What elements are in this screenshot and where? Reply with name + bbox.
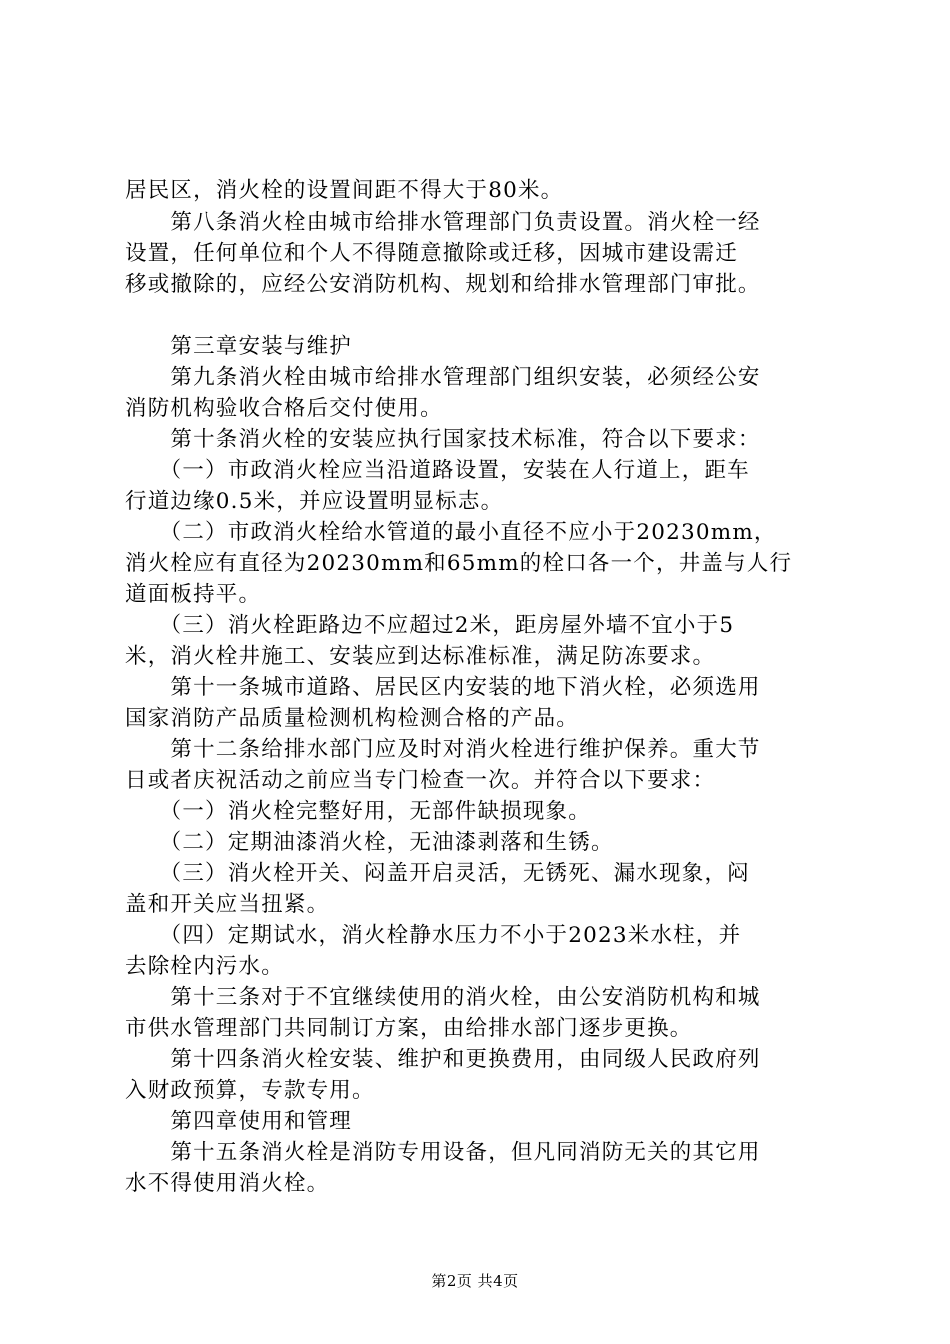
text-line: 消火栓应有直径为20230mm和65mm的栓口各一个，井盖与人行 bbox=[125, 551, 793, 576]
text-line: 第十一条城市道路、居民区内安装的地下消火栓，必须选用 bbox=[125, 675, 761, 700]
text-line: 第十三条对于不宜继续使用的消火栓，由公安消防机构和城 bbox=[125, 985, 761, 1010]
text-line: 第十五条消火栓是消防专用设备，但凡同消防无关的其它用 bbox=[125, 1140, 761, 1165]
text-line: （二）定期油漆消火栓，无油漆剥落和生锈。 bbox=[125, 830, 614, 855]
text-line: 居民区，消火栓的设置间距不得大于80米。 bbox=[125, 178, 564, 203]
text-line: 移或撤除的，应经公安消防机构、规划和给排水管理部门审批。 bbox=[125, 272, 761, 297]
text-line: 道面板持平。 bbox=[125, 582, 262, 607]
section-heading: 第三章安装与维护 bbox=[125, 334, 353, 359]
text-line: 行道边缘0.5米，并应设置明显标志。 bbox=[125, 489, 504, 514]
text-line: 市供水管理部门共同制订方案，由给排水部门逐步更换。 bbox=[125, 1016, 693, 1041]
text-line: 去除栓内污水。 bbox=[125, 954, 284, 979]
text-line: 水不得使用消火栓。 bbox=[125, 1171, 330, 1196]
text-line: 设置，任何单位和个人不得随意撤除或迁移，因城市建设需迁 bbox=[125, 241, 738, 266]
text-line: 入财政预算，专款专用。 bbox=[125, 1078, 375, 1103]
page-number-footer: 第2页 共4页 bbox=[431, 1272, 519, 1290]
text-line: （四）定期试水，消火栓静水压力不小于2023米水柱，并 bbox=[125, 923, 742, 948]
section-heading: 第四章使用和管理 bbox=[125, 1109, 353, 1134]
text-line: 日或者庆祝活动之前应当专门检查一次。并符合以下要求： bbox=[125, 768, 716, 793]
text-line: （一）消火栓完整好用，无部件缺损现象。 bbox=[125, 799, 591, 824]
text-line: 消防机构验收合格后交付使用。 bbox=[125, 396, 443, 421]
text-line: 第八条消火栓由城市给排水管理部门负责设置。消火栓一经 bbox=[125, 210, 761, 235]
text-line: （二）市政消火栓给水管道的最小直径不应小于20230mm， bbox=[125, 520, 777, 545]
text-line: 第九条消火栓由城市给排水管理部门组织安装，必须经公安 bbox=[125, 365, 761, 390]
text-line: 第十条消火栓的安装应执行国家技术标准，符合以下要求： bbox=[125, 427, 761, 452]
text-line: （一）市政消火栓应当沿道路设置，安装在人行道上，距车 bbox=[125, 458, 750, 483]
text-line: （三）消火栓距路边不应超过2米，距房屋外墙不宜小于5 bbox=[125, 613, 735, 638]
text-line: 第十四条消火栓安装、维护和更换费用，由同级人民政府列 bbox=[125, 1047, 761, 1072]
text-line: （三）消火栓开关、闷盖开启灵活，无锈死、漏水现象，闷 bbox=[125, 861, 750, 886]
text-line: 米，消火栓井施工、安装应到达标准标准，满足防冻要求。 bbox=[125, 644, 716, 669]
text-line: 国家消防产品质量检测机构检测合格的产品。 bbox=[125, 706, 580, 731]
text-line: 盖和开关应当扭紧。 bbox=[125, 892, 330, 917]
text-line: 第十二条给排水部门应及时对消火栓进行维护保养。重大节 bbox=[125, 737, 761, 762]
